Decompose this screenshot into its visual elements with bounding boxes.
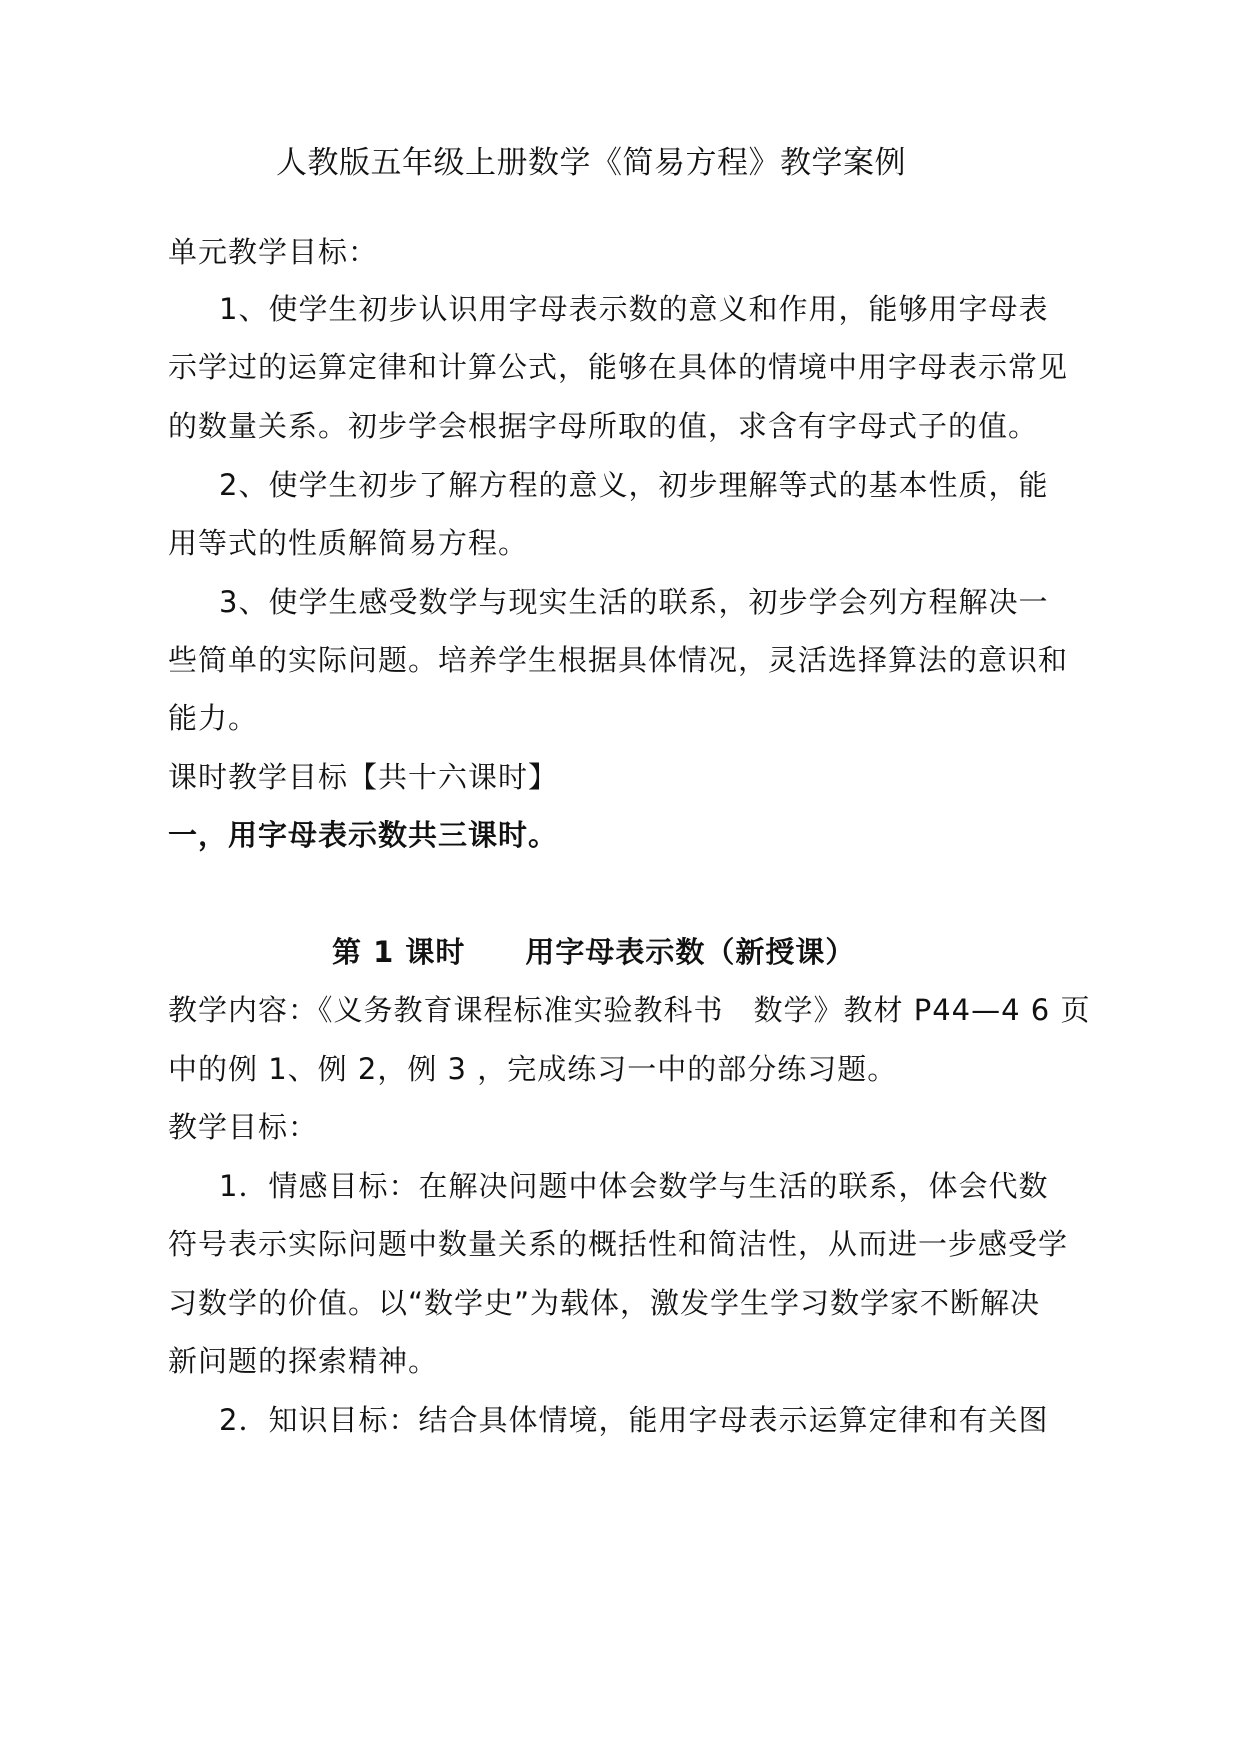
unit-goal-1-line-2: 示学过的运算定律和计算公式，能够在具体的情境中用字母表示常见 — [168, 350, 1069, 384]
document-title: 人教版五年级上册数学《简易方程》教学案例 — [276, 145, 906, 181]
teaching-content-line-1: 教学内容：《义务教育课程标准实验教科书 数学》教材 P44—4 6 页 — [168, 993, 1091, 1027]
objective-2-line-1: 2．知识目标：结合具体情境，能用字母表示运算定律和有关图 — [219, 1403, 1049, 1437]
unit-goal-1-line-1: 1、使学生初步认识用字母表示数的意义和作用，能够用字母表 — [219, 292, 1049, 326]
unit-goal-3-line-2: 些简单的实际问题。培养学生根据具体情况，灵活选择算法的意识和 — [168, 643, 1069, 677]
objective-1-line-1: 1．情感目标：在解决问题中体会数学与生活的联系，体会代数 — [219, 1169, 1049, 1203]
objective-1-line-2: 符号表示实际问题中数量关系的概括性和简洁性，从而进一步感受学 — [168, 1227, 1069, 1261]
objective-1-line-3: 习数学的价值。以“数学史”为载体，激发学生学习数学家不断解决 — [168, 1286, 1041, 1320]
part-one-heading: 一，用字母表示数共三课时。 — [168, 818, 559, 852]
objective-1-line-4: 新问题的探索精神。 — [168, 1344, 439, 1378]
unit-goal-3-line-3: 能力。 — [168, 701, 259, 735]
unit-goal-1-line-3: 的数量关系。初步学会根据字母所取的值，求含有字母式子的值。 — [168, 409, 1039, 443]
unit-goals-heading: 单元教学目标： — [168, 235, 379, 269]
unit-goal-2-line-1: 2、使学生初步了解方程的意义，初步理解等式的基本性质，能 — [219, 468, 1049, 502]
unit-goal-3-line-1: 3、使学生感受数学与现实生活的联系，初步学会列方程解决一 — [219, 585, 1049, 619]
lesson-goals-heading: 课时教学目标【共十六课时】 — [168, 760, 559, 794]
lesson-title: 第 1 课时 用字母表示数（新授课） — [332, 935, 856, 969]
unit-goal-2-line-2: 用等式的性质解简易方程。 — [168, 526, 529, 560]
teaching-content-line-2: 中的例 1、例 2，例 3 ，完成练习一中的部分练习题。 — [168, 1052, 898, 1086]
objectives-heading: 教学目标： — [168, 1110, 319, 1144]
